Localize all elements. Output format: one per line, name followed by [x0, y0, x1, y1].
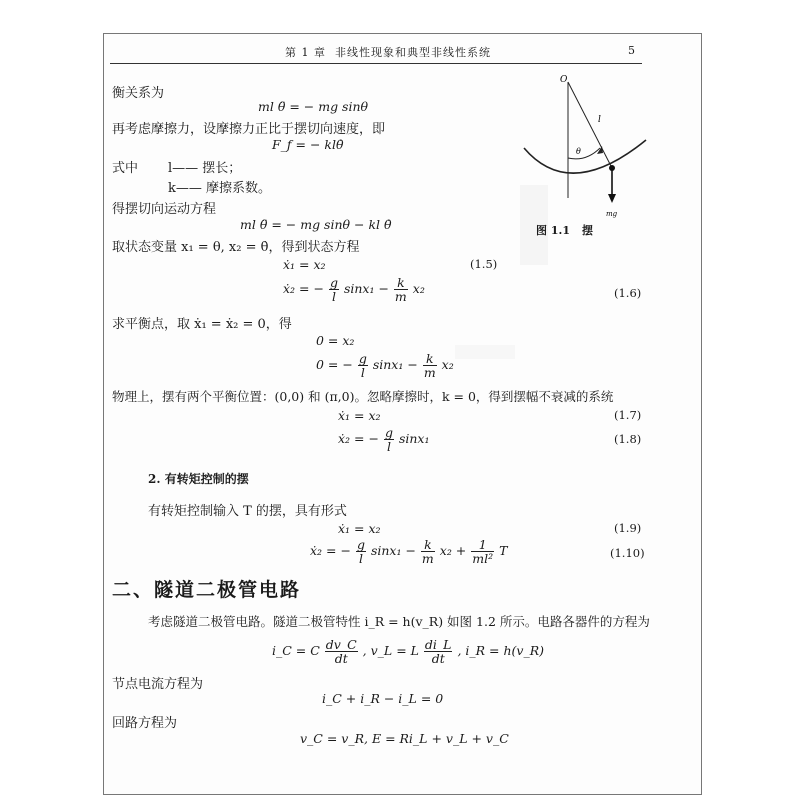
equation	[338, 426, 429, 453]
text-line: k—— 摩擦系数。	[168, 181, 272, 196]
text-line: 得摆切向运动方程	[112, 202, 217, 217]
eq-part: x₂ +	[439, 543, 467, 558]
fraction	[421, 538, 435, 565]
numerator: g	[384, 425, 393, 440]
pendulum-figure	[510, 70, 650, 220]
text-line: 取状态变量 x₁ = θ, x₂ = θ̇，得到状态方程	[112, 240, 360, 255]
numerator: di_L	[424, 637, 452, 652]
text-line: 回路方程为	[112, 716, 178, 731]
angle-arc	[568, 148, 600, 159]
equation: ml θ̈ = − mg sinθ	[258, 99, 369, 114]
denominator: l	[358, 551, 363, 566]
equation: ẋ₁ = x₂	[283, 257, 326, 272]
eq-part: T	[499, 543, 508, 558]
equation	[310, 538, 507, 565]
swing-arc	[524, 140, 646, 173]
equation	[283, 276, 425, 303]
denominator: l	[360, 365, 365, 380]
header-rule	[110, 63, 642, 64]
numerator: g	[356, 537, 365, 552]
numerator: 1	[471, 538, 494, 552]
eq-part: 0 = −	[316, 357, 353, 372]
eq-part: , i_R = h(v_R)	[457, 643, 545, 658]
text-line: 再考虑摩擦力，设摩擦力正比于摆切向速度，即	[112, 122, 386, 137]
fraction	[384, 426, 394, 453]
fraction	[471, 538, 494, 565]
eq-part: ẋ₂ = −	[283, 281, 324, 296]
fraction	[329, 276, 339, 303]
numerator: k	[421, 538, 435, 552]
text-line: l—— 摆长；	[168, 161, 242, 176]
eq-part: x₂	[412, 281, 425, 296]
eq-part: sinx₁ −	[343, 281, 389, 296]
subsection-heading: 2. 有转矩控制的摆	[148, 472, 249, 486]
eq-part: ẋ₂ = −	[338, 431, 379, 446]
fraction	[325, 638, 358, 665]
equation-number: (1.6)	[614, 286, 642, 300]
text-line: 有转矩控制输入 T 的摆，具有形式	[148, 504, 347, 519]
denominator: dt	[431, 651, 445, 666]
chapter-title: 非线性现象和典型非线性系统	[335, 46, 491, 59]
equation-number: (1.10)	[610, 546, 645, 560]
bleed-through	[455, 345, 515, 359]
label-theta: θ	[576, 147, 581, 156]
denominator: m	[394, 289, 407, 304]
equation-number: (1.8)	[614, 432, 642, 446]
equation: v_C = v_R, E = Ri_L + v_L + v_C	[300, 731, 509, 746]
numerator: g	[358, 351, 367, 366]
eq-part: sinx₁ −	[372, 357, 418, 372]
label-mg: mg	[606, 210, 618, 218]
numerator: k	[394, 276, 408, 290]
numerator: g	[329, 275, 338, 290]
eq-part: , v_L = L	[362, 643, 419, 658]
text-line: 式中	[112, 161, 139, 176]
denominator: l	[386, 439, 391, 454]
eq-part: sinx₁ −	[370, 543, 416, 558]
equation: ẋ₁ = x₂	[338, 408, 381, 423]
text-line: 求平衡点，取 ẋ₁ = ẋ₂ = 0，得	[112, 317, 292, 332]
fraction	[423, 352, 437, 379]
equation: 0 = x₂	[316, 333, 355, 348]
equation: F_f = − klθ̇	[272, 137, 344, 152]
figure-caption-number: 图 1.1	[536, 224, 570, 237]
eq-part: sinx₁	[398, 431, 430, 446]
fraction	[424, 638, 453, 665]
numerator: dv_C	[325, 637, 357, 652]
equation	[316, 352, 454, 379]
text-line: 考虑隧道二极管电路。隧道二极管特性 i_R = h(v_R) 如图 1.2 所示。电路各器件的方程为	[148, 614, 650, 629]
fraction	[356, 538, 366, 565]
text-line: 物理上，摆有两个平衡位置：(0,0) 和 (π,0)。忽略摩擦时，k = 0，得到摆幅不衰减的系统	[112, 389, 614, 404]
label-o: O	[560, 75, 568, 85]
equation: i_C + i_R − i_L = 0	[322, 691, 444, 706]
equation	[272, 638, 544, 665]
denominator: m	[421, 551, 434, 566]
gravity-arrowhead	[608, 194, 616, 203]
section-heading: 二、隧道二极管电路	[112, 579, 302, 601]
figure-caption-text: 摆	[582, 224, 593, 237]
chapter-label: 第 1 章	[285, 46, 326, 59]
eq-part: ẋ₂ = −	[310, 543, 351, 558]
equation-number: (1.5)	[470, 257, 498, 271]
eq-part: x₂	[441, 357, 454, 372]
fraction	[358, 352, 368, 379]
text-line: 节点电流方程为	[112, 677, 204, 692]
denominator: l	[331, 289, 336, 304]
equation: ẋ₁ = x₂	[338, 521, 381, 536]
fraction	[394, 276, 408, 303]
equation-number: (1.9)	[614, 521, 642, 535]
equation-number: (1.7)	[614, 408, 642, 422]
eq-part: i_C = C	[272, 643, 320, 658]
denominator: m	[423, 365, 436, 380]
denominator: dt	[334, 651, 348, 666]
text-line: 衡关系为	[112, 86, 165, 101]
equation: ml θ̈ = − mg sinθ − kl θ̇	[240, 217, 392, 232]
page-number: 5	[628, 44, 636, 57]
label-l: l	[598, 115, 601, 125]
denominator: ml²	[472, 551, 494, 566]
numerator: k	[423, 352, 437, 366]
